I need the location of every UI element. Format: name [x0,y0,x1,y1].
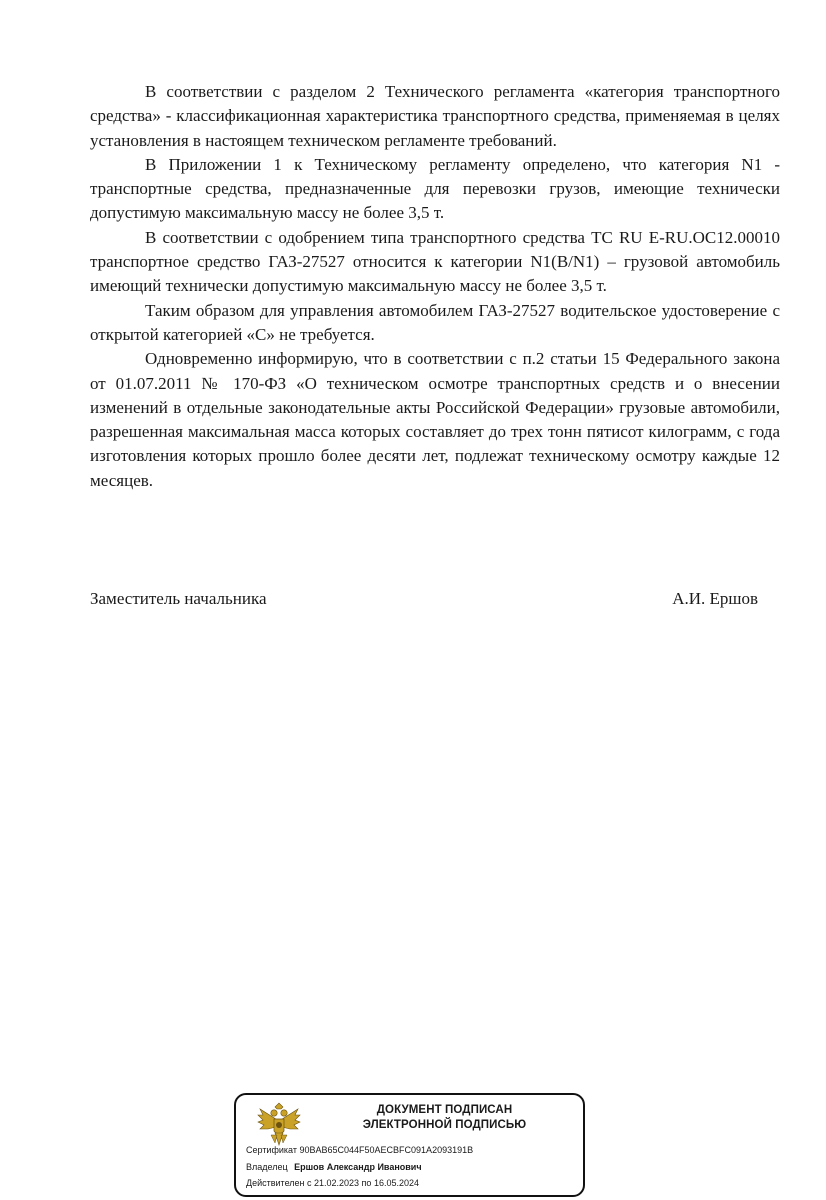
signer-position: Заместитель начальника [90,589,267,608]
stamp-title-line2: ЭЛЕКТРОННОЙ ПОДПИСЬЮ [362,1119,527,1131]
stamp-owner [246,1162,422,1173]
paragraph-technical-inspection: Одновременно информирую, что в соответствии с п.2 статьи 15 Федерального закона от 01.07.2011 № 170-ФЗ «О техническом осмотре транспортных средств и о внесении изменений в отдельные законодательные акты Российской Федерации» грузовые автомобили, разрешенная максимальная масса которых составляет до трех тонн пятисот килограмм, с года изготовления которых прошло более десяти лет, подлежат техническому осмотру каждые 12 месяцев. [90,349,780,490]
paragraph-type-approval: В соответствии с одобрением типа транспортного средства ТС RU E-RU.OC12.00010 транспортное средство ГАЗ-27527 относится к категории N1(B/N1) – грузовой автомобиль имеющий технически допустимую максимальную массу не более 3,5 т. [90,227,780,296]
signer-name: А.И. Ершов [672,589,758,608]
electronic-signature-stamp [234,1093,585,1197]
certificate-value: 90BAB65C044F50AECBFC091A2093191B [299,1145,474,1155]
paragraph-vehicle-category-definition: В соответствии с разделом 2 Технического регламента «категория транспортного средства» - классификационная характеристика транспортного средства, применяемая в целях установления в настоящем техническом регламенте требований. [90,82,780,150]
stamp-title-line1: ДОКУМЕНТ ПОДПИСАН [376,1104,513,1116]
owner-label: Владелец [246,1162,288,1172]
paragraph-annex-n1: В Приложении 1 к Техническому регламенту определено, что категория N1 - транспортные средства, предназначенные для перевозки грузов, имеющие технически допустимую максимальную массу не более 3,5 т. [90,154,780,223]
letter-body [90,80,780,493]
owner-value: Ершов Александр Иванович [294,1162,422,1172]
certificate-label: Сертификат [246,1145,297,1155]
paragraph-license-conclusion: Таким образом для управления автомобилем ГАЗ-27527 водительское удостоверение с открытой категорией «С» не требуется. [90,300,780,344]
stamp-validity: Действителен с 21.02.2023 по 16.05.2024 [246,1178,419,1188]
stamp-title [316,1103,573,1133]
stamp-certificate [246,1145,473,1156]
double-headed-eagle-icon [254,1101,304,1151]
